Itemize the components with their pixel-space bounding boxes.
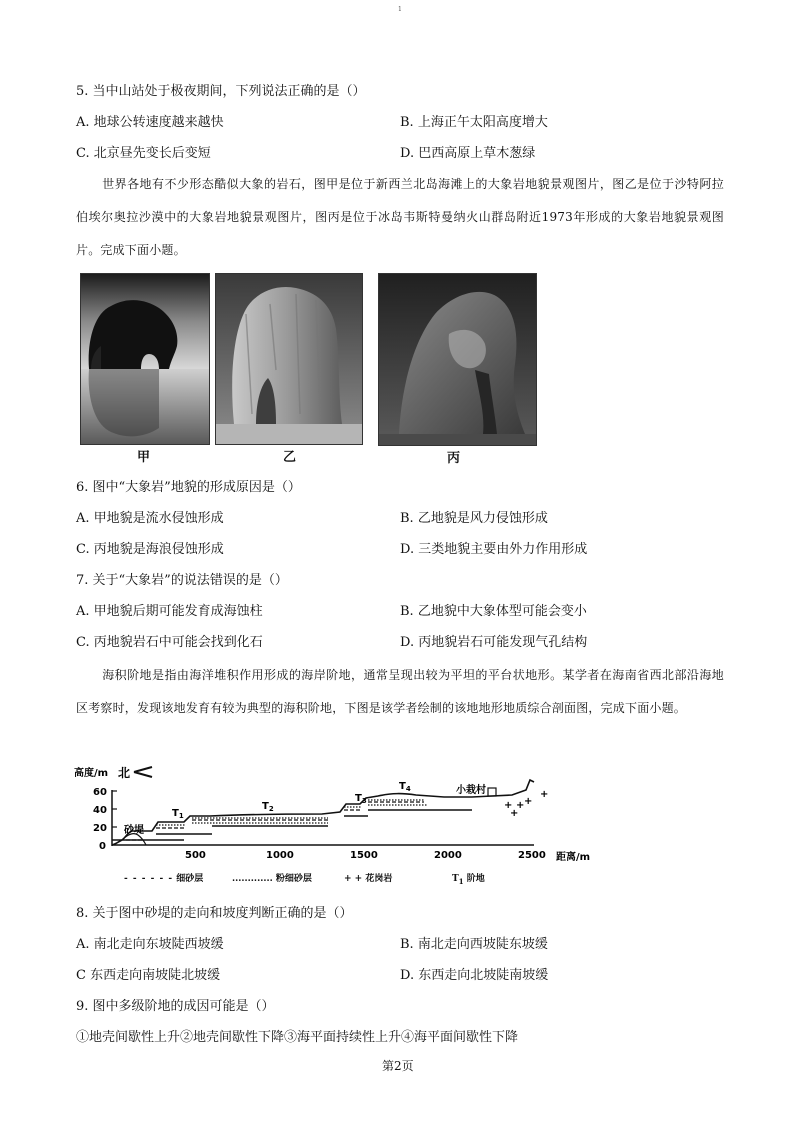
page-number: 第2页	[382, 1059, 414, 1073]
profile-y-tick-60: 60	[93, 787, 107, 798]
intro-paragraph-elephant-rocks-text: 世界各地有不少形态酷似大象的岩石，图甲是位于新西兰北岛海滩上的大象岩地貌景观图片，图乙是位于沙特阿拉伯埃尔奥拉沙漠中的大象岩地貌景观图片，图丙是位于冰岛韦斯特曼纳火山群岛附近1973年形成的大象岩地貌景观图片。完成下面小题。	[76, 177, 724, 257]
q6-option-d: D. 三类地貌主要由外力作用形成	[400, 542, 588, 557]
photo-bing-caption: 丙	[447, 451, 461, 466]
q7-stem: 7. 关于“大象岩”的说法错误的是（）	[76, 573, 288, 588]
legend-terrace-symbol-sub: 1	[458, 876, 464, 886]
q8-stem: 8. 关于图中砂堤的走向和坡度判断正确的是（）	[76, 906, 353, 921]
profile-x-tick-1500: 1500	[350, 850, 378, 861]
terrace-label-t4: $T_4$	[399, 781, 411, 793]
legend-terrace-symbol: T	[452, 874, 459, 884]
sand-bar-label: 砂堤	[124, 825, 144, 836]
svg-text:+: +	[504, 800, 513, 811]
north-arrow-icon	[134, 767, 152, 777]
intro-paragraph-marine-terrace-text: 海积阶地是指由海洋堆积作用形成的海岸阶地，通常呈现出较为平坦的平台状地形。某学者在海南省西北部沿海地区考察时，发现该地发育有较为典型的海积阶地，下图是该学者绘制的该地地形地质综合剖面图，完成下面小题。	[76, 668, 724, 715]
legend-fine-sand-label: 细砂层	[176, 874, 204, 884]
profile-north-label: 北	[118, 766, 131, 780]
profile-x-axis-label: 距离/m	[556, 852, 591, 863]
profile-y-tick-20: 20	[93, 823, 107, 834]
photo-yi	[215, 273, 363, 445]
intro-paragraph-marine-terrace	[76, 659, 724, 725]
profile-x-tick-500: 500	[185, 850, 206, 861]
photo-jia	[80, 273, 210, 445]
terrace-label-t2: $T_2$	[262, 801, 274, 813]
legend-silt-fine-sand-symbol: .............	[232, 874, 273, 884]
legend-granite-label: 花岗岩	[365, 874, 393, 884]
profile-x-tick-1000: 1000	[266, 850, 294, 861]
q5-option-b: B. 上海正午太阳高度增大	[400, 115, 548, 130]
photo-yi-caption: 乙	[283, 450, 297, 465]
silt-fine-sand-layers	[156, 800, 428, 825]
svg-text:+: +	[510, 808, 519, 819]
q5-stem: 5. 当中山站处于极夜期间，下列说法正确的是（）	[76, 84, 366, 99]
village-label: 小栽村	[456, 785, 486, 796]
q5-option-a: A. 地球公转速度越来越快	[76, 115, 224, 130]
q6-option-b: B. 乙地貌是风力侵蚀形成	[400, 511, 548, 526]
legend-granite-symbol: + +	[344, 874, 363, 884]
q9-options: ①地壳间歇性上升②地壳间歇性下降③海平面持续性上升④海平面间歇性下降	[76, 1030, 519, 1045]
legend-granite	[344, 871, 392, 884]
q7-option-b: B. 乙地貌中大象体型可能会变小	[400, 604, 587, 619]
profile-y-tick-40: 40	[93, 805, 107, 816]
svg-text:+: +	[540, 789, 549, 800]
terrace-label-t3: $T_3$	[355, 793, 367, 805]
q8-option-d: D. 东西走向北坡陡南坡缓	[400, 968, 549, 983]
q9-stem: 9. 图中多级阶地的成因可能是（）	[76, 999, 275, 1014]
profile-x-tick-2500: 2500	[518, 850, 546, 861]
profile-y-tick-0: 0	[99, 841, 106, 852]
q6-option-c: C. 丙地貌是海浪侵蚀形成	[76, 542, 224, 557]
legend-silt-fine-sand	[232, 871, 312, 884]
svg-text:+: +	[516, 800, 525, 811]
legend-terrace-label: 阶地	[466, 874, 485, 884]
photo-bing	[378, 273, 537, 446]
svg-text:+: +	[524, 796, 533, 807]
profile-x-tick-2000: 2000	[434, 850, 462, 861]
terrace-label-t1: $T_1$	[172, 808, 184, 820]
village-house-icon	[488, 788, 496, 796]
profile-y-axis-label: 高度/m	[74, 768, 109, 779]
intro-paragraph-elephant-rocks	[76, 168, 724, 267]
page-top-mark: 1	[398, 6, 402, 13]
granite-symbols	[504, 789, 548, 819]
photo-jia-caption: 甲	[137, 450, 151, 465]
geological-profile-diagram	[72, 760, 612, 894]
legend-fine-sand-symbol: - - - - - -	[124, 874, 174, 884]
q5-option-d: D. 巴西高原上草木葱绿	[400, 146, 536, 161]
q8-option-a: A. 南北走向东坡陡西坡缓	[76, 937, 224, 952]
q8-option-b: B. 南北走向西坡陡东坡缓	[400, 937, 548, 952]
q6-stem: 6. 图中“大象岩”地貌的形成原因是（）	[76, 480, 301, 495]
q7-option-c: C. 丙地貌岩石中可能会找到化石	[76, 635, 263, 650]
q7-option-a: A. 甲地貌后期可能发育成海蚀柱	[76, 604, 263, 619]
q8-option-c: C 东西走向南坡陡北坡缓	[76, 968, 221, 983]
legend-silt-fine-sand-label: 粉细砂层	[275, 874, 312, 884]
legend-terrace	[452, 871, 485, 886]
q5-option-c: C. 北京昼先变长后变短	[76, 146, 211, 161]
q7-option-d: D. 丙地貌岩石可能发现气孔结构	[400, 635, 588, 650]
legend-fine-sand	[124, 871, 203, 884]
q6-option-a: A. 甲地貌是流水侵蚀形成	[76, 511, 224, 526]
